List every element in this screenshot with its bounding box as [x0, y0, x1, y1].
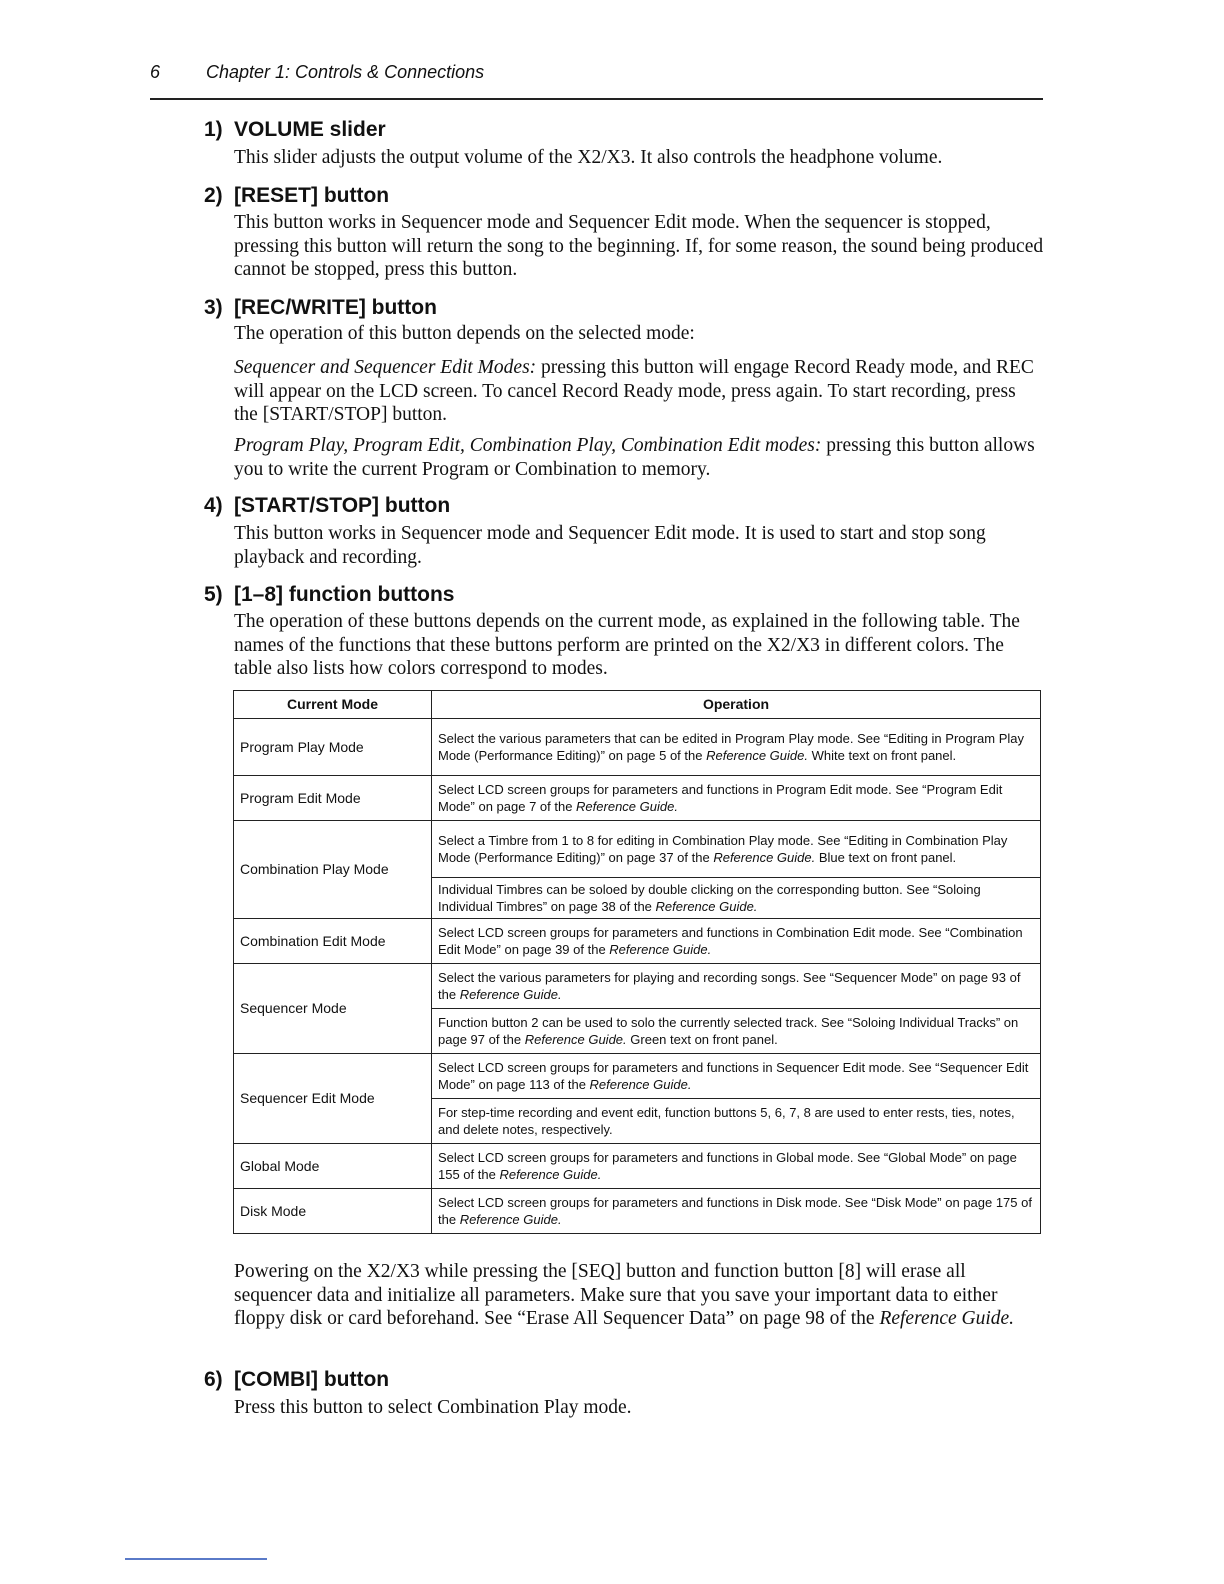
table-body [234, 719, 1041, 1234]
rec-write-sequencer-modes-paragraph: Sequencer and Sequencer Edit Modes: pressing this button will engage Record Ready mode, and REC will appear on the LCD screen. To cancel Record Ready mode, press again. To start recording, press the [START/STOP] button. [234, 357, 1034, 425]
mode-cell: Program Play Mode [234, 719, 432, 776]
section-body-reset-button: This button works in Sequencer mode and Sequencer Edit mode. When the sequencer is stopped, pressing this button will return the song to the beginning. If, for some reason, the sound being produced cannot be stopped, press this button. [234, 212, 1044, 280]
section-body-volume-slider: This slider adjusts the output volume of the X2/X3. It also controls the headphone volume. [234, 147, 943, 168]
mode-cell: Program Edit Mode [234, 776, 432, 821]
table-row [234, 964, 1041, 1009]
running-header [150, 62, 1043, 100]
section-body-start-stop-button: This button works in Sequencer mode and Sequencer Edit mode. It is used to start and stop song playback and recording. [234, 523, 986, 568]
function-buttons-table [233, 690, 1041, 1234]
operation-cell: For step-time recording and event edit, function buttons 5, 6, 7, 8 are used to enter rests, ties, notes, and delete notes, respectively. [432, 1099, 1041, 1144]
operation-cell: Select LCD screen groups for parameters and functions in Global mode. See “Global Mode” on page 155 of the Reference Guide. [432, 1144, 1041, 1189]
operation-cell: Individual Timbres can be soloed by double clicking on the corresponding button. See “Soloing Individual Timbres” on page 38 of the Reference Guide. [432, 878, 1041, 919]
table-row [234, 1054, 1041, 1099]
table-row [234, 1144, 1041, 1189]
section-heading-volume-slider: 1) VOLUME slider [204, 118, 386, 141]
operation-cell: Function button 2 can be used to solo the currently selected track. See “Soloing Individual Tracks” on page 97 of the Reference Guide. Green text on front panel. [432, 1009, 1041, 1054]
section-heading-combi-button: 6) [COMBI] button [204, 1368, 390, 1391]
rec-write-program-modes-paragraph: Program Play, Program Edit, Combination Play, Combination Edit modes: pressing this button allows you to write the current Program or Combination to memory. [234, 435, 1035, 480]
operation-cell: Select LCD screen groups for parameters and functions in Program Edit mode. See “Program Edit Mode” on page 7 of the Reference Guide. [432, 776, 1041, 821]
table-header-row [234, 691, 1041, 719]
section-heading-reset-button: 2) [RESET] button [204, 184, 390, 207]
table-row [234, 919, 1041, 964]
mode-cell: Combination Edit Mode [234, 919, 432, 964]
operation-cell: Select a Timbre from 1 to 8 for editing in Combination Play mode. See “Editing in Combination Play Mode (Performance Editing)” on page 37 of the Reference Guide. Blue text on front panel. [432, 821, 1041, 878]
mode-cell: Combination Play Mode [234, 821, 432, 919]
mode-cell: Sequencer Mode [234, 964, 432, 1054]
header-operation: Operation [432, 691, 1041, 719]
operation-cell: Select LCD screen groups for parameters and functions in Disk mode. See “Disk Mode” on page 175 of the Reference Guide. [432, 1189, 1041, 1234]
chapter-title: Chapter 1: Controls & Connections [206, 62, 485, 82]
mode-cell: Global Mode [234, 1144, 432, 1189]
table-row [234, 719, 1041, 776]
section-heading-rec-write-button: 3) [REC/WRITE] button [204, 296, 437, 319]
mode-cell: Sequencer Edit Mode [234, 1054, 432, 1144]
operation-cell: Select the various parameters that can be edited in Program Play mode. See “Editing in Program Play Mode (Performance Editing)” on page 5 of the Reference Guide. White text on front panel. [432, 719, 1041, 776]
section-body-combi-button: Press this button to select Combination Play mode. [234, 1397, 632, 1418]
section-heading-start-stop-button: 4) [START/STOP] button [204, 494, 451, 517]
table-row [234, 1189, 1041, 1234]
operation-cell: Select LCD screen groups for parameters and functions in Sequencer Edit mode. See “Sequencer Edit Mode” on page 113 of the Reference Guide. [432, 1054, 1041, 1099]
operation-cell: Select the various parameters for playing and recording songs. See “Sequencer Mode” on page 93 of the Reference Guide. [432, 964, 1041, 1009]
table-row [234, 821, 1041, 878]
operation-cell: Select LCD screen groups for parameters and functions in Combination Edit mode. See “Combination Edit Mode” on page 39 of the Reference Guide. [432, 919, 1041, 964]
header-current-mode: Current Mode [234, 691, 432, 719]
page-number: 6 [150, 62, 161, 82]
table-row [234, 776, 1041, 821]
erase-warning-paragraph: Powering on the X2/X3 while pressing the [SEQ] button and function button [8] will erase all sequencer data and initialize all parameters. Make sure that you save your important data to either floppy disk or card beforehand. See “Erase All Sequencer Data” on page 98 of the Reference Guide. [234, 1261, 1015, 1329]
section-heading-function-buttons: 5) [1–8] function buttons [204, 583, 455, 606]
footer-rule [125, 1558, 267, 1560]
section-body-function-buttons: The operation of these buttons depends on the current mode, as explained in the following table. The names of the functions that these buttons perform are printed on the X2/X3 in different colors. The table also lists how colors correspond to modes. [234, 611, 1020, 679]
mode-cell: Disk Mode [234, 1189, 432, 1234]
section-body-rec-write-button: The operation of this button depends on the selected mode: [234, 323, 695, 344]
